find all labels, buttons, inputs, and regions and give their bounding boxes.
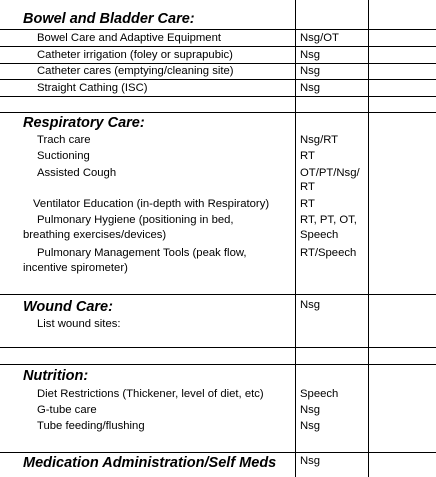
task-label: Trach care [37, 134, 91, 146]
row-line [0, 294, 436, 295]
task-label: Bowel Care and Adaptive Equipment [37, 32, 222, 44]
responsible-label: RT [300, 181, 315, 193]
task-label: Ventilator Education (in-depth with Respiratory) [33, 198, 270, 210]
section-heading-medication: Medication Administration/Self Meds [23, 455, 277, 471]
responsible-label: Nsg [300, 49, 321, 61]
responsible-label: RT [300, 198, 315, 210]
task-label: Catheter cares (emptying/cleaning site) [37, 65, 234, 77]
section-heading-bowel: Bowel and Bladder Care: [23, 11, 195, 27]
row-line [0, 112, 436, 113]
column-divider-2 [368, 0, 369, 477]
task-label: Tube feeding/flushing [37, 420, 145, 432]
row-line [0, 46, 436, 47]
responsible-label: RT/Speech [300, 247, 357, 259]
row-line [0, 29, 436, 30]
responsible-label: Nsg [300, 455, 321, 467]
responsible-label: Nsg/OT [300, 32, 339, 44]
section-heading-wound: Wound Care: [23, 299, 113, 315]
responsible-label: RT, PT, OT, [300, 214, 357, 226]
responsible-label: Nsg [300, 299, 321, 311]
responsible-label: RT [300, 150, 315, 162]
row-line [0, 364, 436, 365]
row-line [0, 452, 436, 453]
responsible-label: Nsg [300, 82, 321, 94]
responsible-label: Nsg/RT [300, 134, 339, 146]
row-line [0, 96, 436, 97]
responsible-label: Nsg [300, 404, 321, 416]
task-label: Pulmonary Management Tools (peak flow, [37, 247, 247, 259]
task-label: breathing exercises/devices) [23, 229, 167, 241]
task-label: incentive spirometer) [23, 262, 128, 274]
responsible-label: OT/PT/Nsg/ [300, 167, 360, 179]
section-heading-nutrition: Nutrition: [23, 368, 89, 384]
column-divider-1 [295, 0, 296, 477]
responsible-label: Speech [300, 229, 339, 241]
task-label: Catheter irrigation (foley or suprapubic) [37, 49, 233, 61]
task-label: Assisted Cough [37, 167, 117, 179]
row-line [0, 79, 436, 80]
task-label: List wound sites: [37, 318, 121, 330]
responsible-label: Nsg [300, 65, 321, 77]
task-label: G-tube care [37, 404, 97, 416]
responsible-label: Nsg [300, 420, 321, 432]
responsible-label: Speech [300, 388, 339, 400]
task-label: Straight Cathing (ISC) [37, 82, 148, 94]
task-label: Diet Restrictions (Thickener, level of diet, etc) [37, 388, 264, 400]
row-line [0, 347, 436, 348]
section-heading-respiratory: Respiratory Care: [23, 115, 145, 131]
task-label: Pulmonary Hygiene (positioning in bed, [37, 214, 234, 226]
task-label: Suctioning [37, 150, 90, 162]
